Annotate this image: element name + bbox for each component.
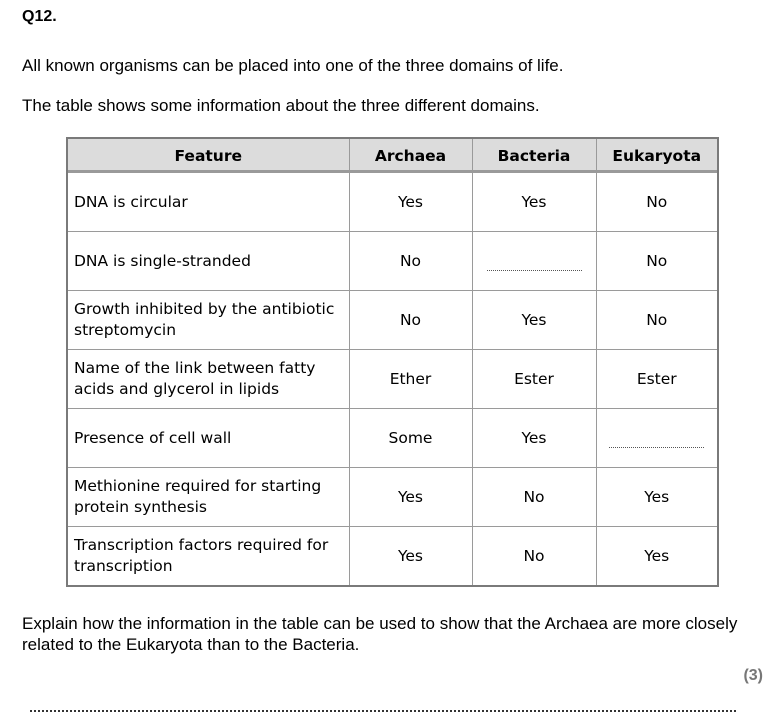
archaea-cell: Yes — [349, 468, 472, 527]
dotted-answer-line[interactable] — [609, 447, 704, 448]
bacteria-cell: Yes — [472, 173, 596, 232]
table-row — [67, 527, 718, 587]
archaea-cell: No — [349, 232, 472, 291]
archaea-cell: Yes — [349, 527, 472, 587]
intro-text-1: All known organisms can be placed into one of the three domains of life. — [22, 56, 564, 75]
archaea-cell: No — [349, 291, 472, 350]
marks-label: (3) — [743, 667, 763, 684]
eukaryota-cell: Ester — [596, 350, 718, 409]
eukaryota-cell: No — [596, 291, 718, 350]
answer-line[interactable] — [30, 710, 736, 712]
table-row — [67, 173, 718, 232]
archaea-cell: Yes — [349, 173, 472, 232]
bacteria-cell: Ester — [472, 350, 596, 409]
feature-cell: DNA is single-stranded — [67, 232, 349, 291]
table-row — [67, 291, 718, 350]
eukaryota-cell: Yes — [596, 468, 718, 527]
feature-cell: Presence of cell wall — [67, 409, 349, 468]
table-row — [67, 232, 718, 291]
header-feature: Feature — [67, 138, 349, 173]
question-number: Q12. — [22, 8, 57, 25]
eukaryota-cell: Yes — [596, 527, 718, 587]
table-row — [67, 409, 718, 468]
feature-cell: Name of the link between fatty acids and glycerol in lipids — [67, 350, 349, 409]
table-row — [67, 350, 718, 409]
bacteria-cell: Yes — [472, 291, 596, 350]
bacteria-cell: No — [472, 527, 596, 587]
bacteria-cell: No — [472, 468, 596, 527]
eukaryota-cell: No — [596, 173, 718, 232]
bacteria-answer-blank[interactable] — [472, 232, 596, 291]
archaea-cell: Some — [349, 409, 472, 468]
header-archaea: Archaea — [349, 138, 472, 173]
domains-table — [66, 137, 719, 587]
eukaryota-cell: No — [596, 232, 718, 291]
header-bacteria: Bacteria — [472, 138, 596, 173]
table-header-row — [67, 138, 718, 173]
bacteria-cell: Yes — [472, 409, 596, 468]
question-prompt: Explain how the information in the table can be used to show that the Archaea are more closely related to the Eukaryota than to the Bacteria. — [22, 614, 738, 654]
dotted-answer-line[interactable] — [487, 270, 582, 271]
feature-cell: DNA is circular — [67, 173, 349, 232]
archaea-cell: Ether — [349, 350, 472, 409]
intro-text-2: The table shows some information about the three different domains. — [22, 96, 540, 115]
feature-cell: Transcription factors required for transcription — [67, 527, 349, 587]
eukaryota-answer-blank[interactable] — [596, 409, 718, 468]
header-eukaryota: Eukaryota — [596, 138, 718, 173]
feature-cell: Methionine required for starting protein synthesis — [67, 468, 349, 527]
table-row — [67, 468, 718, 527]
feature-cell: Growth inhibited by the antibiotic streptomycin — [67, 291, 349, 350]
